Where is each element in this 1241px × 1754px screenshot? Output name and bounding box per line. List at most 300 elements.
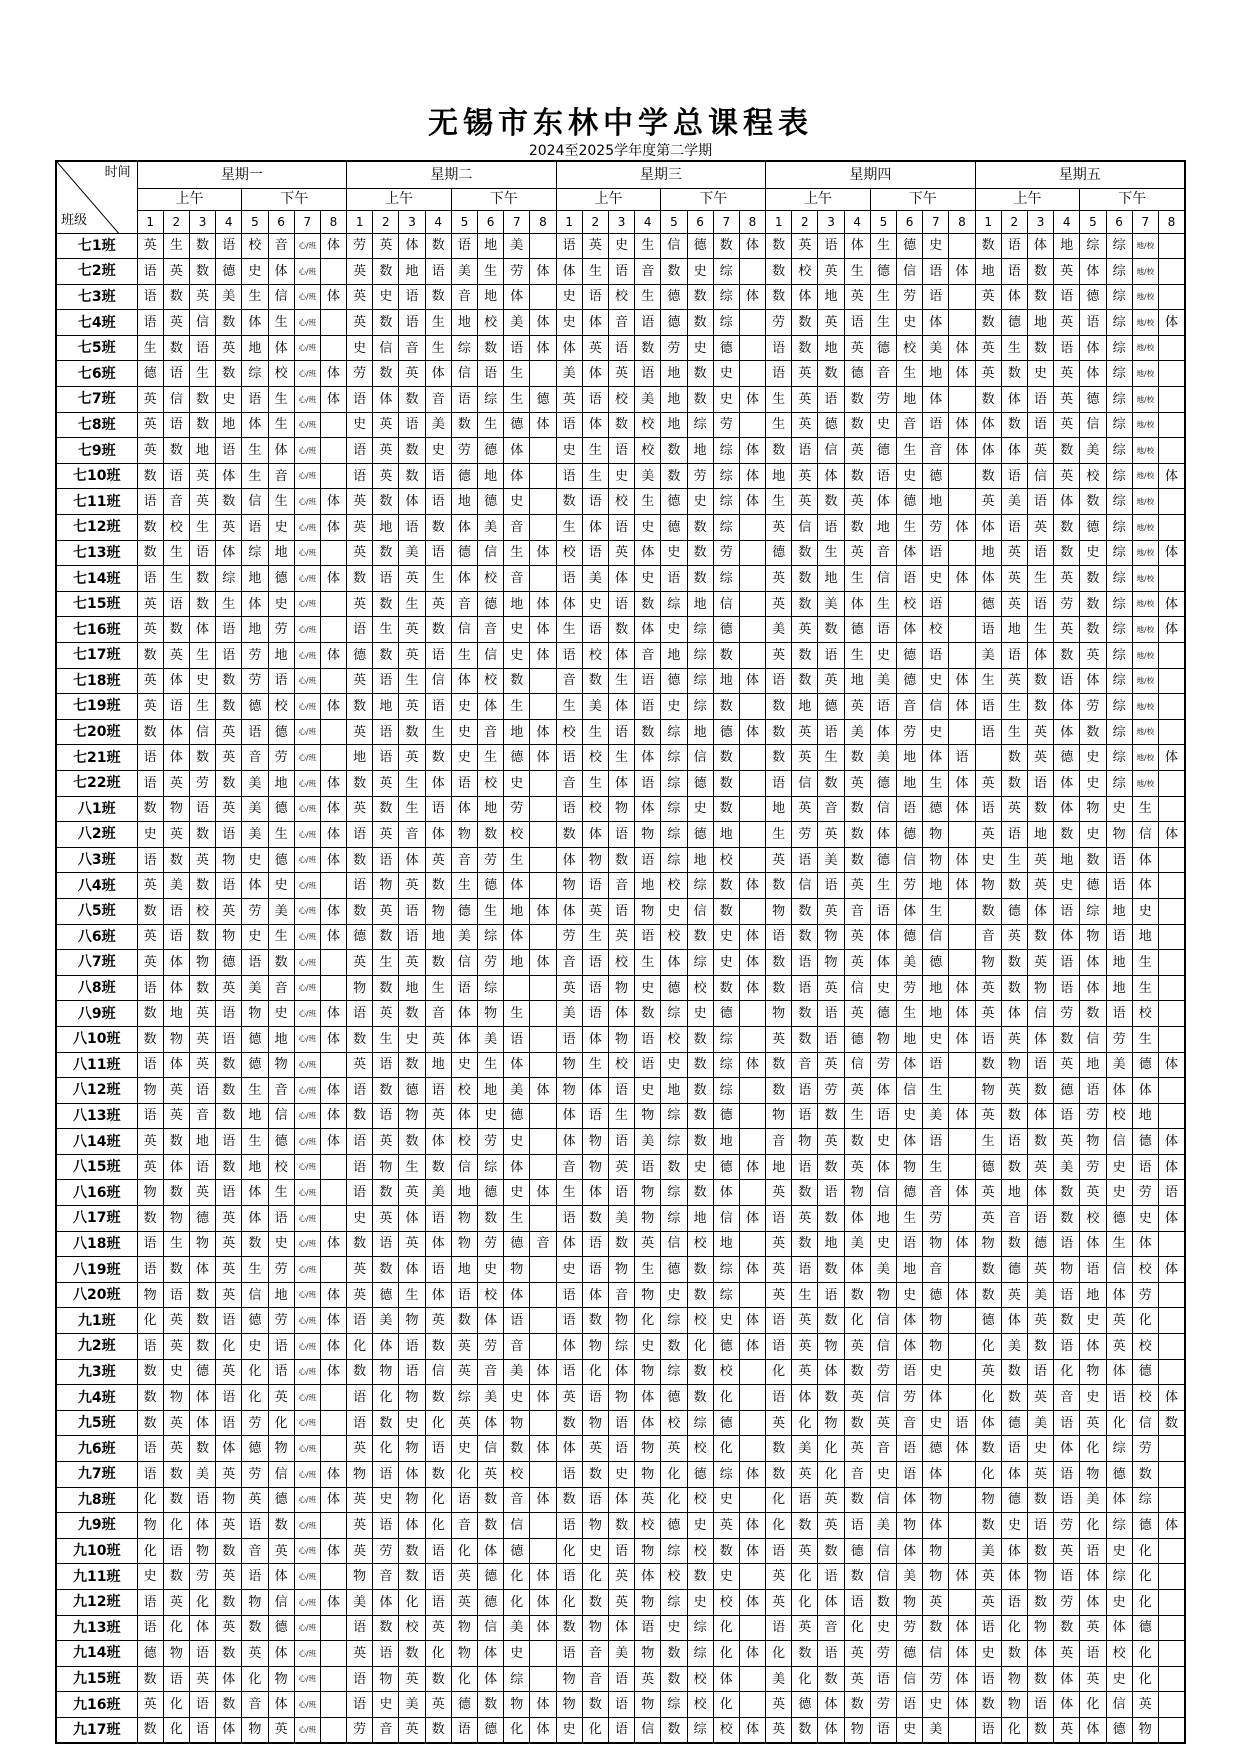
- subject-cell: 体: [399, 1257, 425, 1283]
- subject-cell: 校: [713, 1359, 739, 1385]
- subject-cell: 心/班: [294, 1666, 320, 1692]
- subject-cell: 音: [451, 1513, 477, 1539]
- subject-cell: 语: [504, 1308, 530, 1334]
- subject-cell: 语: [347, 1385, 373, 1411]
- subject-cell: 体: [530, 310, 556, 336]
- table-row: [56, 617, 1185, 643]
- subject-cell: 数: [713, 796, 739, 822]
- subject-cell: 数: [451, 412, 477, 438]
- subject-cell: 英: [373, 412, 399, 438]
- subject-cell: 校: [687, 1692, 713, 1718]
- subject-cell: 语: [189, 1154, 215, 1180]
- subject-cell: 语: [608, 1410, 634, 1436]
- subject-cell: 数: [792, 591, 818, 617]
- subject-cell: 劳: [897, 873, 923, 899]
- subject-cell: 心/班: [294, 566, 320, 592]
- subject-cell: 德: [975, 591, 1001, 617]
- subject-cell: 数: [137, 1717, 163, 1743]
- subject-cell: 数: [373, 1078, 399, 1104]
- subject-cell: 音: [425, 387, 451, 413]
- subject-cell: 劳: [268, 1308, 294, 1334]
- page-title: 无锡市东林中学总课程表: [428, 106, 813, 141]
- subject-cell: [1158, 1103, 1185, 1129]
- subject-cell: [1158, 1308, 1185, 1334]
- subject-cell: 地: [1106, 950, 1132, 976]
- subject-cell: 信: [425, 1359, 451, 1385]
- subject-cell: 数: [189, 259, 215, 285]
- subject-cell: 史: [1132, 898, 1158, 924]
- subject-cell: 语: [818, 719, 844, 745]
- subject-cell: 美: [504, 233, 530, 259]
- subject-cell: 史: [661, 694, 687, 720]
- subject-cell: 综: [1106, 566, 1132, 592]
- subject-cell: [739, 566, 765, 592]
- subject-cell: 英: [1027, 873, 1053, 899]
- subject-cell: 语: [189, 1487, 215, 1513]
- subject-cell: 地/校: [1132, 540, 1158, 566]
- subject-cell: 史: [504, 643, 530, 669]
- subject-cell: 史: [870, 412, 896, 438]
- subject-cell: 语: [608, 259, 634, 285]
- subject-cell: 体: [1027, 1180, 1053, 1206]
- subject-cell: 物: [635, 822, 661, 848]
- subject-cell: 史: [373, 284, 399, 310]
- subject-cell: 语: [216, 1385, 242, 1411]
- subject-cell: 化: [1132, 1666, 1158, 1692]
- subject-cell: 音: [268, 463, 294, 489]
- subject-cell: 数: [713, 873, 739, 899]
- subject-cell: 体: [451, 515, 477, 541]
- subject-cell: 语: [1054, 1282, 1080, 1308]
- subject-cell: 地: [478, 284, 504, 310]
- subject-cell: 物: [1080, 1129, 1106, 1155]
- subject-cell: 劳: [897, 1615, 923, 1641]
- subject-cell: 英: [425, 1103, 451, 1129]
- subject-cell: 音: [242, 1692, 268, 1718]
- subject-cell: 体: [504, 284, 530, 310]
- subject-cell: 德: [975, 1154, 1001, 1180]
- subject-cell: 数: [766, 719, 792, 745]
- subject-cell: 生: [635, 233, 661, 259]
- subject-cell: 数: [399, 1001, 425, 1027]
- subject-cell: 史: [661, 540, 687, 566]
- subject-cell: 物: [137, 1078, 163, 1104]
- subject-cell: 英: [844, 540, 870, 566]
- header-row-periods: [56, 210, 1185, 233]
- subject-cell: 英: [792, 387, 818, 413]
- subject-cell: 数: [163, 617, 189, 643]
- class-name: 九12班: [56, 1589, 137, 1615]
- subject-cell: 物: [608, 1385, 634, 1411]
- subject-cell: 生: [189, 694, 215, 720]
- subject-cell: 语: [373, 745, 399, 771]
- subject-cell: 数: [216, 694, 242, 720]
- class-name: 七8班: [56, 412, 137, 438]
- subject-cell: [320, 1436, 346, 1462]
- subject-cell: 数: [216, 1052, 242, 1078]
- subject-cell: [320, 1692, 346, 1718]
- subject-cell: 物: [635, 1180, 661, 1206]
- subject-cell: 数: [608, 412, 634, 438]
- subject-cell: 史: [608, 463, 634, 489]
- table-row: [56, 1154, 1185, 1180]
- subject-cell: 数: [975, 1257, 1001, 1283]
- subject-cell: 地: [661, 387, 687, 413]
- subject-cell: 英: [818, 822, 844, 848]
- subject-cell: 数: [1027, 259, 1053, 285]
- subject-cell: 英: [137, 438, 163, 464]
- subject-cell: 史: [504, 489, 530, 515]
- subject-cell: 音: [870, 361, 896, 387]
- subject-cell: [739, 1001, 765, 1027]
- subject-cell: 体: [530, 591, 556, 617]
- period-number: 3: [399, 210, 425, 233]
- subject-cell: 地: [425, 1052, 451, 1078]
- subject-cell: 德: [661, 515, 687, 541]
- subject-cell: 物: [478, 1001, 504, 1027]
- subject-cell: 语: [556, 233, 582, 259]
- subject-cell: 音: [556, 950, 582, 976]
- subject-cell: 劳: [242, 668, 268, 694]
- subject-cell: 英: [766, 1717, 792, 1743]
- subject-cell: 心/班: [294, 1206, 320, 1232]
- subject-cell: 体: [320, 822, 346, 848]
- subject-cell: 体: [320, 1282, 346, 1308]
- subject-cell: 体: [949, 796, 975, 822]
- subject-cell: 生: [504, 361, 530, 387]
- subject-cell: 地: [897, 1257, 923, 1283]
- subject-cell: 史: [582, 591, 608, 617]
- subject-cell: 英: [1027, 1308, 1053, 1334]
- subject-cell: 体: [189, 1385, 215, 1411]
- subject-cell: 美: [1001, 489, 1027, 515]
- subject-cell: 语: [635, 1615, 661, 1641]
- subject-cell: 物: [399, 1436, 425, 1462]
- subject-cell: 劳: [897, 1385, 923, 1411]
- subject-cell: 英: [975, 770, 1001, 796]
- subject-cell: 地: [504, 591, 530, 617]
- subject-cell: 生: [1027, 566, 1053, 592]
- subject-cell: 体: [556, 1129, 582, 1155]
- subject-cell: 音: [478, 1359, 504, 1385]
- subject-cell: 数: [1132, 1462, 1158, 1488]
- subject-cell: 数: [635, 1001, 661, 1027]
- subject-cell: 地: [844, 668, 870, 694]
- subject-cell: 综: [216, 566, 242, 592]
- subject-cell: 语: [425, 1589, 451, 1615]
- subject-cell: 语: [582, 387, 608, 413]
- subject-cell: 体: [582, 515, 608, 541]
- subject-cell: 生: [478, 259, 504, 285]
- subject-cell: 数: [137, 1410, 163, 1436]
- subject-cell: 综: [1106, 1564, 1132, 1590]
- subject-cell: 校: [897, 335, 923, 361]
- subject-cell: 化: [163, 1692, 189, 1718]
- subject-cell: 地: [792, 694, 818, 720]
- subject-cell: 数: [399, 1129, 425, 1155]
- subject-cell: 音: [608, 1282, 634, 1308]
- subject-cell: 信: [268, 1103, 294, 1129]
- subject-cell: 语: [923, 412, 949, 438]
- subject-cell: 语: [347, 873, 373, 899]
- subject-cell: 史: [1132, 1206, 1158, 1232]
- subject-cell: 劳: [347, 233, 373, 259]
- class-label: 班级: [61, 212, 88, 228]
- subject-cell: 数: [347, 566, 373, 592]
- subject-cell: 地: [635, 873, 661, 899]
- subject-cell: 语: [766, 1385, 792, 1411]
- subject-cell: 英: [347, 668, 373, 694]
- subject-cell: 英: [713, 1513, 739, 1539]
- class-name: 八9班: [56, 1001, 137, 1027]
- period-number: 8: [739, 210, 765, 233]
- subject-cell: [739, 591, 765, 617]
- subject-cell: 英: [608, 1154, 634, 1180]
- subject-cell: 体: [504, 463, 530, 489]
- subject-cell: 史: [478, 1257, 504, 1283]
- subject-cell: 音: [1054, 1385, 1080, 1411]
- subject-cell: 英: [216, 745, 242, 771]
- subject-cell: 英: [635, 1231, 661, 1257]
- subject-cell: 体: [530, 1359, 556, 1385]
- subject-cell: 生: [1132, 975, 1158, 1001]
- subject-cell: 语: [163, 1666, 189, 1692]
- subject-cell: 史: [870, 1615, 896, 1641]
- table-row: [56, 1078, 1185, 1104]
- subject-cell: 英: [975, 822, 1001, 848]
- subject-cell: 体: [1158, 591, 1185, 617]
- class-name: 九8班: [56, 1487, 137, 1513]
- subject-cell: 物: [1080, 796, 1106, 822]
- subject-cell: 语: [504, 335, 530, 361]
- subject-cell: 数: [1027, 1129, 1053, 1155]
- subject-cell: 物: [399, 1308, 425, 1334]
- subject-cell: 语: [1080, 310, 1106, 336]
- day-header: 星期二: [347, 161, 557, 188]
- subject-cell: 地: [897, 770, 923, 796]
- subject-cell: 综: [661, 719, 687, 745]
- subject-cell: 劳: [870, 387, 896, 413]
- subject-cell: 英: [347, 284, 373, 310]
- subject-cell: 校: [661, 924, 687, 950]
- subject-cell: 数: [1054, 1180, 1080, 1206]
- subject-cell: 心/班: [294, 310, 320, 336]
- subject-cell: 英: [399, 566, 425, 592]
- subject-cell: [1158, 1026, 1185, 1052]
- subject-cell: 语: [163, 591, 189, 617]
- subject-cell: 生: [478, 1052, 504, 1078]
- period-number: 6: [478, 210, 504, 233]
- subject-cell: 物: [635, 1692, 661, 1718]
- subject-cell: 语: [635, 310, 661, 336]
- subject-cell: 语: [1054, 1487, 1080, 1513]
- subject-cell: 数: [163, 335, 189, 361]
- subject-cell: 心/班: [294, 284, 320, 310]
- subject-cell: 语: [425, 643, 451, 669]
- subject-cell: 物: [504, 1410, 530, 1436]
- subject-cell: [1158, 387, 1185, 413]
- subject-cell: 数: [1001, 361, 1027, 387]
- subject-cell: 地/校: [1132, 361, 1158, 387]
- subject-cell: 生: [975, 1129, 1001, 1155]
- subject-cell: 地: [975, 259, 1001, 285]
- subject-cell: 校: [556, 540, 582, 566]
- subject-cell: 心/班: [294, 1717, 320, 1743]
- subject-cell: [1158, 259, 1185, 285]
- subject-cell: 心/班: [294, 1436, 320, 1462]
- subject-cell: 物: [975, 1487, 1001, 1513]
- period-number: 3: [189, 210, 215, 233]
- subject-cell: 体: [320, 361, 346, 387]
- subject-cell: 物: [923, 822, 949, 848]
- subject-cell: 数: [504, 668, 530, 694]
- subject-cell: 数: [608, 847, 634, 873]
- subject-cell: 综: [713, 463, 739, 489]
- table-row: [56, 438, 1185, 464]
- subject-cell: 德: [870, 1001, 896, 1027]
- subject-cell: 美: [504, 1359, 530, 1385]
- subject-cell: 体: [1158, 1129, 1185, 1155]
- subject-cell: 音: [635, 643, 661, 669]
- subject-cell: 英: [137, 412, 163, 438]
- subject-cell: 英: [975, 1206, 1001, 1232]
- subject-cell: 语: [189, 540, 215, 566]
- subject-cell: 史: [687, 1001, 713, 1027]
- subject-cell: 语: [897, 1692, 923, 1718]
- subject-cell: 史: [1054, 873, 1080, 899]
- subject-cell: 生: [844, 566, 870, 592]
- table-row: [56, 1538, 1185, 1564]
- table-row: [56, 1129, 1185, 1155]
- subject-cell: 物: [975, 1231, 1001, 1257]
- subject-cell: 化: [189, 1589, 215, 1615]
- subject-cell: 信: [163, 387, 189, 413]
- subject-cell: 德: [268, 1129, 294, 1155]
- subject-cell: 语: [844, 310, 870, 336]
- subject-cell: 史: [975, 847, 1001, 873]
- subject-cell: 英: [268, 1385, 294, 1411]
- subject-cell: 数: [189, 591, 215, 617]
- subject-cell: 英: [425, 847, 451, 873]
- subject-cell: 史: [923, 1410, 949, 1436]
- subject-cell: 语: [425, 1436, 451, 1462]
- subject-cell: 数: [713, 1538, 739, 1564]
- subject-cell: 生: [844, 259, 870, 285]
- subject-cell: 数: [163, 1257, 189, 1283]
- subject-cell: 心/班: [294, 335, 320, 361]
- subject-cell: 语: [608, 1666, 634, 1692]
- subject-cell: 体: [870, 719, 896, 745]
- subject-cell: 数: [844, 515, 870, 541]
- subject-cell: 英: [844, 1436, 870, 1462]
- subject-cell: 语: [635, 770, 661, 796]
- subject-cell: 物: [635, 1589, 661, 1615]
- subject-cell: 综: [1080, 233, 1106, 259]
- table-row: [56, 924, 1185, 950]
- subject-cell: 生: [923, 1154, 949, 1180]
- subject-cell: 德: [661, 975, 687, 1001]
- subject-cell: 数: [1027, 1717, 1053, 1743]
- subject-cell: [949, 1334, 975, 1360]
- subject-cell: 语: [373, 1462, 399, 1488]
- subject-cell: 信: [897, 847, 923, 873]
- subject-cell: 语: [897, 1359, 923, 1385]
- subject-cell: 物: [216, 847, 242, 873]
- subject-cell: 体: [870, 924, 896, 950]
- subject-cell: [739, 1231, 765, 1257]
- subject-cell: [739, 1078, 765, 1104]
- subject-cell: 综: [1106, 463, 1132, 489]
- table-row: [56, 1666, 1185, 1692]
- subject-cell: 德: [713, 1334, 739, 1360]
- subject-cell: 数: [975, 1513, 1001, 1539]
- subject-cell: 史: [163, 1359, 189, 1385]
- subject-cell: 数: [975, 387, 1001, 413]
- subject-cell: 信: [897, 259, 923, 285]
- subject-cell: 史: [870, 1231, 896, 1257]
- subject-cell: 英: [975, 1103, 1001, 1129]
- subject-cell: 数: [451, 1308, 477, 1334]
- subject-cell: 语: [1080, 1257, 1106, 1283]
- table-row: [56, 1564, 1185, 1590]
- subject-cell: 物: [608, 1026, 634, 1052]
- subject-cell: 数: [687, 1359, 713, 1385]
- subject-cell: 校: [713, 847, 739, 873]
- subject-cell: [530, 1462, 556, 1488]
- subject-cell: 生: [766, 412, 792, 438]
- subject-cell: 德: [216, 259, 242, 285]
- subject-cell: [530, 1206, 556, 1232]
- table-row: [56, 668, 1185, 694]
- subject-cell: 校: [451, 1078, 477, 1104]
- subject-cell: 英: [870, 1410, 896, 1436]
- subject-cell: 美: [373, 1308, 399, 1334]
- subject-cell: 校: [713, 1589, 739, 1615]
- subject-cell: 英: [216, 335, 242, 361]
- subject-cell: 化: [451, 1538, 477, 1564]
- subject-cell: 数: [399, 387, 425, 413]
- subject-cell: 数: [425, 1154, 451, 1180]
- subject-cell: 语: [347, 387, 373, 413]
- subject-cell: 化: [713, 1641, 739, 1667]
- subject-cell: [1158, 1717, 1185, 1743]
- subject-cell: 体: [530, 1078, 556, 1104]
- subject-cell: 化: [844, 1308, 870, 1334]
- period-number: 1: [975, 210, 1001, 233]
- subject-cell: 综: [713, 259, 739, 285]
- subject-cell: 心/班: [294, 233, 320, 259]
- subject-cell: 数: [1054, 1308, 1080, 1334]
- subject-cell: 英: [582, 1436, 608, 1462]
- subject-cell: 数: [661, 463, 687, 489]
- subject-cell: 英: [399, 950, 425, 976]
- subject-cell: 史: [635, 515, 661, 541]
- subject-cell: 语: [163, 1538, 189, 1564]
- subject-cell: 生: [425, 310, 451, 336]
- subject-cell: 体: [949, 515, 975, 541]
- subject-cell: 物: [792, 1129, 818, 1155]
- subject-cell: 英: [189, 1666, 215, 1692]
- subject-cell: 语: [478, 361, 504, 387]
- subject-cell: 体: [556, 1231, 582, 1257]
- subject-cell: 音: [923, 1257, 949, 1283]
- subject-cell: 数: [661, 1666, 687, 1692]
- subject-cell: 数: [373, 643, 399, 669]
- subject-cell: 化: [242, 1359, 268, 1385]
- subject-cell: 综: [1106, 617, 1132, 643]
- subject-cell: 信: [451, 950, 477, 976]
- subject-cell: 英: [1027, 1257, 1053, 1283]
